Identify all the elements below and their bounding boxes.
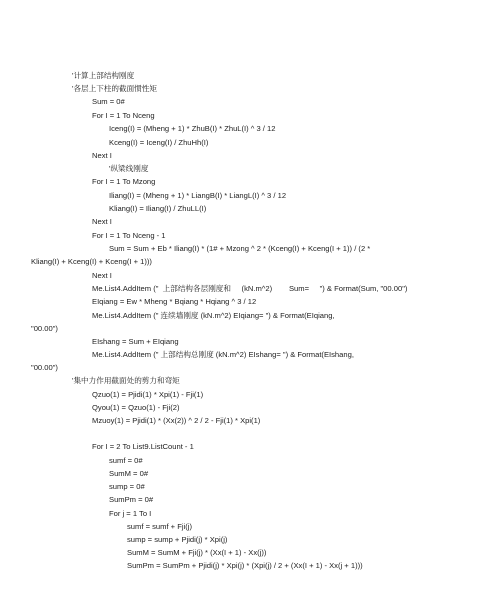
code-line: Me.List4.AddItem (" 上部结构各层刚度和 (kN.m^2) Sum= ") & Format(Sum, "00.00") — [92, 284, 408, 293]
code-line: sumf = 0# — [109, 456, 143, 465]
code-line: "00.00") — [31, 363, 58, 372]
code-line: For I = 2 To List9.ListCount - 1 — [92, 442, 194, 451]
code-line: Next I — [92, 217, 112, 226]
code-line: EIshang = Sum + EIqiang — [92, 337, 179, 346]
comment-line: '集中力作用截面处的剪力和弯矩 — [72, 376, 180, 385]
comment-line: '各层上下柱的截面惯性矩 — [72, 84, 157, 93]
code-line: Iliang(I) = (Mheng + 1) * LiangB(I) * LiangL(I) ^ 3 / 12 — [109, 191, 287, 200]
code-line: "00.00") — [31, 324, 58, 333]
code-line: Mzuoy(1) = Pjidi(1) * (Xx(2)) ^ 2 / 2 - Fji(1) * Xpi(1) — [92, 416, 261, 425]
code-line: For I = 1 To Nceng - 1 — [92, 231, 166, 240]
code-line: Next I — [92, 271, 112, 280]
comment-line: '计算上部结构刚度 — [72, 71, 135, 80]
code-line: Me.List4.AddItem (" 连续墙刚度 (kN.m^2) EIqiang= ") & Format(EIqiang, — [92, 311, 335, 320]
code-line: sump = 0# — [109, 482, 145, 491]
code-line: For j = 1 To I — [109, 509, 152, 518]
code-line: Me.List4.AddItem (" 上部结构总刚度 (kN.m^2) EIshang= ") & Format(EIshang, — [92, 350, 354, 359]
code-line: sump = sump + Pjidi(j) * Xpi(j) — [127, 535, 228, 544]
code-line: SumPm = SumPm + Pjidi(j) * Xpi(j) * (Xpi(j) / 2 + (Xx(I + 1) - Xx(j + 1))) — [127, 561, 363, 570]
code-line: Qyou(1) = Qzuo(1) - Fji(2) — [92, 403, 180, 412]
code-line: SumM = 0# — [109, 469, 149, 478]
code-line: Iceng(I) = (Mheng + 1) * ZhuB(I) * ZhuL(I) ^ 3 / 12 — [109, 124, 276, 133]
code-line: SumM = SumM + Fji(j) * (Xx(I + 1) - Xx(j)) — [127, 548, 267, 557]
code-line: Sum = Sum + Eb * Iliang(I) * (1# + Mzong ^ 2 * (Kceng(I) + Kceng(I + 1)) / (2 * — [109, 244, 371, 253]
code-line: Kceng(I) = Iceng(I) / ZhuHh(I) — [109, 138, 209, 147]
comment-line: '纵梁线刚度 — [109, 164, 149, 173]
code-line: EIqiang = Ew * Mheng * Bqiang * Hqiang ^ 3 / 12 — [92, 297, 257, 306]
code-line: For I = 1 To Nceng — [92, 111, 155, 120]
code-line: Sum = 0# — [92, 97, 125, 106]
code-line: Qzuo(1) = Pjidi(1) * Xpi(1) - Fji(1) — [92, 390, 204, 399]
code-line: Kliang(I) = Iliang(I) / ZhuLL(I) — [109, 204, 207, 213]
code-line: For I = 1 To Mzong — [92, 177, 156, 186]
code-line: Next I — [92, 151, 112, 160]
code-line: Kliang(I) + Kceng(I) + Kceng(I + 1))) — [31, 257, 152, 266]
code-line: sumf = sumf + Fji(j) — [127, 522, 192, 531]
code-line-justified — [109, 244, 446, 254]
code-line: SumPm = 0# — [109, 495, 154, 504]
